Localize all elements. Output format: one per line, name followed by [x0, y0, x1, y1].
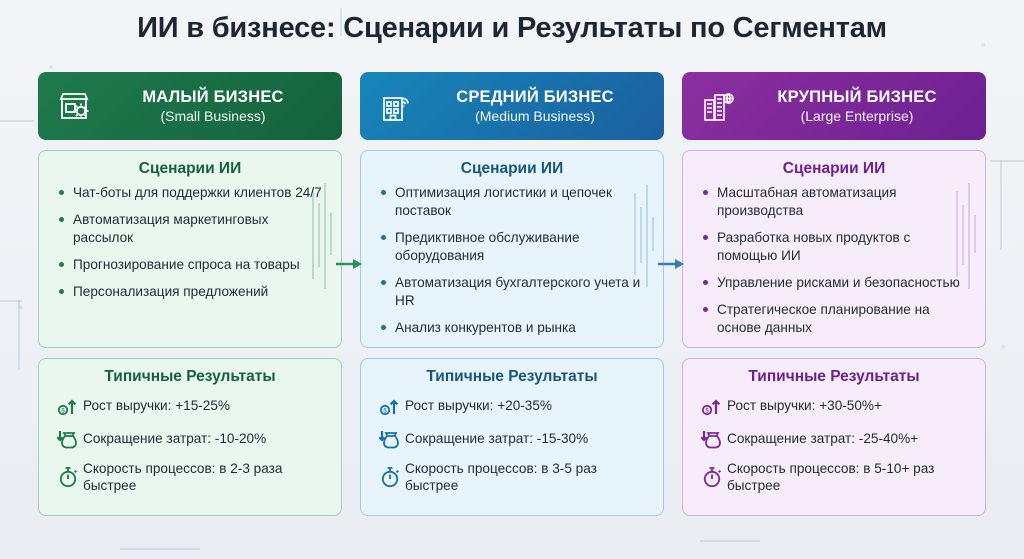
- column-small-business: [38, 72, 342, 516]
- result-text: Рост выручки: +15-25%: [83, 398, 230, 414]
- arrow-small-to-medium: [336, 257, 364, 271]
- circuit-line: [990, 160, 1024, 162]
- money-bag-down-arrow-icon: [375, 427, 405, 451]
- column-large-enterprise: [682, 72, 986, 516]
- money-bag-down-arrow-icon: [697, 427, 727, 451]
- stopwatch-icon: [375, 465, 405, 489]
- header-text: [744, 87, 976, 125]
- column-medium-business: [360, 72, 664, 516]
- result-row: [53, 460, 329, 495]
- list-item: Персонализация предложений: [63, 283, 329, 301]
- header-medium-business: [360, 72, 664, 140]
- circuit-line: [18, 300, 20, 370]
- result-text: Рост выручки: +30-50%+: [727, 398, 882, 414]
- results-list-small: [39, 392, 341, 495]
- scenarios-card-medium: [360, 150, 664, 348]
- circuit-line: [120, 548, 200, 550]
- money-up-arrow-icon: [375, 394, 405, 418]
- header-title-ru: СРЕДНИЙ БИЗНЕС: [456, 87, 614, 106]
- results-card-large: [682, 358, 986, 516]
- result-text: Скорость процессов: в 3-5 раз быстрее: [405, 461, 597, 494]
- scenarios-title: Сценарии ИИ: [138, 160, 242, 177]
- result-row: [53, 427, 329, 451]
- result-row: [53, 394, 329, 418]
- scenarios-list-medium: [361, 184, 663, 337]
- result-row: [697, 427, 973, 451]
- result-text: Скорость процессов: в 5-10+ раз быстрее: [727, 461, 935, 494]
- list-item: Управление рисками и безопасностью: [707, 274, 973, 292]
- result-row: [697, 394, 973, 418]
- header-title-en: (Large Enterprise): [800, 107, 914, 124]
- result-text: Сокращение затрат: -10-20%: [83, 431, 267, 447]
- svg-text:$: $: [383, 408, 387, 415]
- circuit-line: [0, 120, 34, 122]
- list-item: Анализ конкурентов и рынка: [385, 319, 651, 337]
- scenarios-list-small: [39, 184, 341, 301]
- page-title: ИИ в бизнесе: Сценарии и Результаты по Сегментам: [137, 12, 887, 44]
- list-item: Автоматизация бухгалтерского учета и HR: [385, 274, 651, 310]
- circuit-line: [700, 540, 760, 542]
- results-title: Типичные Результаты: [748, 368, 920, 385]
- skyscraper-globe-icon: [692, 86, 744, 126]
- results-card-small: [38, 358, 342, 516]
- result-row: [375, 394, 651, 418]
- result-text: Скорость процессов: в 2-3 раза быстрее: [83, 461, 283, 494]
- result-text: Рост выручки: +20-35%: [405, 398, 552, 414]
- header-large-enterprise: [682, 72, 986, 140]
- results-title: Типичные Результаты: [104, 368, 276, 385]
- money-up-arrow-icon: [53, 394, 83, 418]
- stopwatch-icon: [697, 465, 727, 489]
- header-title-en: (Small Business): [160, 107, 266, 124]
- scenarios-title: Сценарии ИИ: [460, 160, 564, 177]
- results-list-large: [683, 392, 985, 495]
- header-small-business: [38, 72, 342, 140]
- result-row: [697, 460, 973, 495]
- money-up-arrow-icon: [697, 394, 727, 418]
- header-text: [422, 87, 654, 125]
- scenarios-title: Сценарии ИИ: [782, 160, 886, 177]
- storefront-gear-icon: [48, 86, 100, 126]
- stopwatch-icon: [53, 465, 83, 489]
- result-text: Сокращение затрат: -25-40%+: [727, 431, 919, 447]
- scenarios-list-large: [683, 184, 985, 337]
- svg-text:$: $: [705, 408, 709, 415]
- list-item: Предиктивное обслуживание оборудования: [385, 229, 651, 265]
- circuit-line: [1000, 160, 1002, 250]
- svg-text:$: $: [61, 408, 65, 415]
- list-item: Разработка новых продуктов с помощью ИИ: [707, 229, 973, 265]
- header-title-ru: МАЛЫЙ БИЗНЕС: [142, 87, 284, 106]
- list-item: Чат-боты для поддержки клиентов 24/7: [63, 184, 329, 202]
- list-item: Стратегическое планирование на основе данных: [707, 301, 973, 337]
- list-item: Оптимизация логистики и цепочек поставок: [385, 184, 651, 220]
- results-list-medium: [361, 392, 663, 495]
- arrow-medium-to-large: [658, 257, 686, 271]
- results-title: Типичные Результаты: [426, 368, 598, 385]
- header-text: [100, 87, 332, 125]
- money-bag-down-arrow-icon: [53, 427, 83, 451]
- header-title-en: (Medium Business): [475, 107, 595, 124]
- list-item: Автоматизация маркетинговых рассылок: [63, 211, 329, 247]
- results-card-medium: [360, 358, 664, 516]
- list-item: Прогнозирование спроса на товары: [63, 256, 329, 274]
- header-title-ru: КРУПНЫЙ БИЗНЕС: [777, 87, 937, 106]
- scenarios-card-large: [682, 150, 986, 348]
- result-row: [375, 460, 651, 495]
- office-building-wifi-icon: [370, 86, 422, 126]
- scenarios-card-small: [38, 150, 342, 348]
- result-row: [375, 427, 651, 451]
- result-text: Сокращение затрат: -15-30%: [405, 431, 589, 447]
- list-item: Масштабная автоматизация производства: [707, 184, 973, 220]
